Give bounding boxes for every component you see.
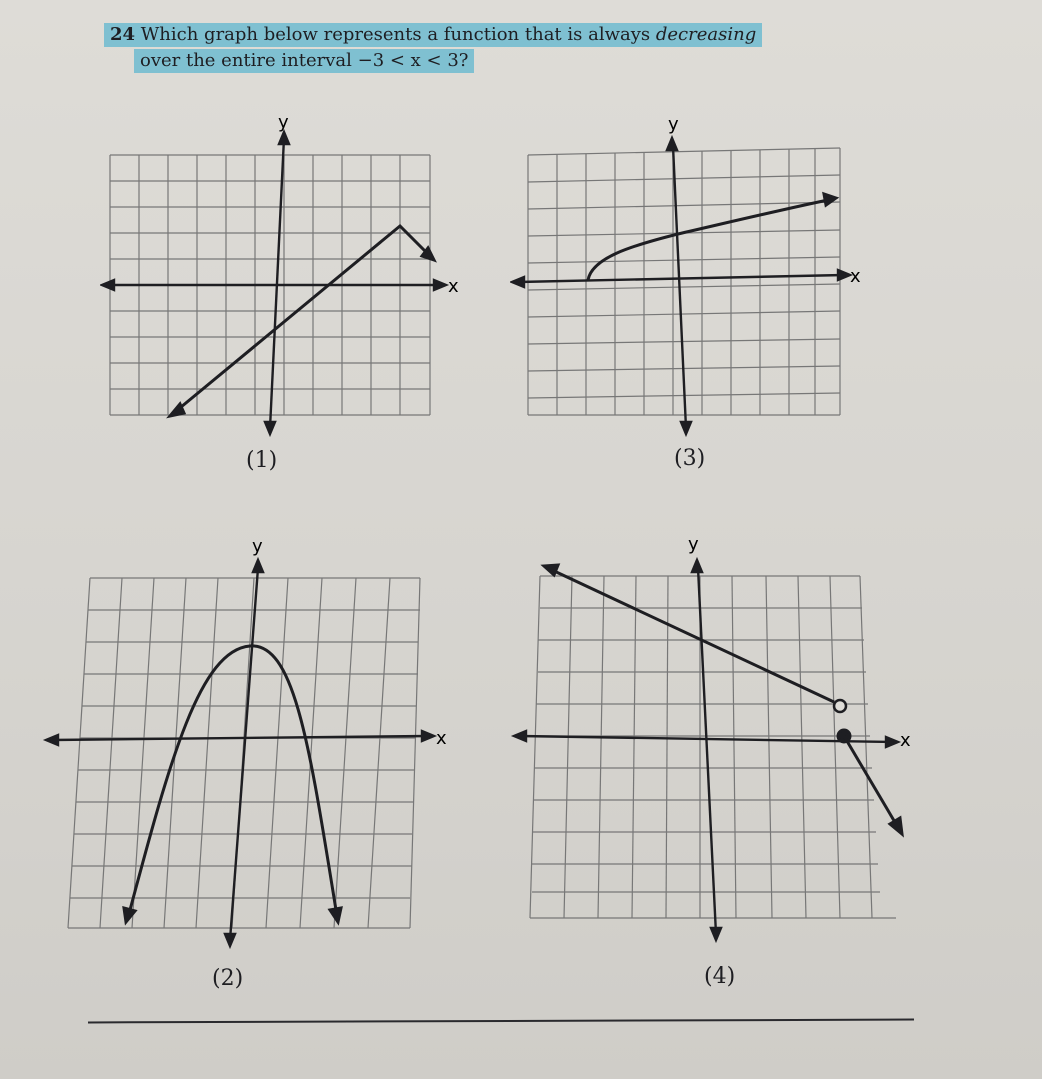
graph-4-caption: (4) [704, 964, 736, 989]
graph-2 [40, 530, 480, 960]
question-24 [104, 22, 894, 74]
y-axis-label-1: y [278, 112, 289, 133]
y-axis-label-4: y [688, 534, 699, 555]
question-line-1 [104, 22, 894, 48]
question-interval: over the entire interval −3 < x < 3? [134, 49, 474, 73]
question-text: Which graph below represents a function that is always [140, 24, 651, 45]
x-axis-label-4: x [900, 730, 911, 751]
axes-3 [512, 138, 850, 434]
x-axis-label-1: x [448, 276, 459, 297]
axes-2 [46, 560, 434, 946]
y-axis-label-3: y [668, 114, 679, 135]
answer-line [88, 1019, 914, 1024]
graph-1-caption: (1) [246, 448, 278, 473]
question-emphasis: decreasing [655, 24, 757, 45]
graph-3-caption: (3) [674, 446, 706, 471]
question-number: 24 [110, 24, 136, 45]
graph-4 [500, 530, 920, 960]
graph-2-caption: (2) [212, 966, 244, 991]
x-axis-label-3: x [850, 266, 861, 287]
graph-3 [510, 110, 870, 440]
y-axis-label-2: y [252, 536, 263, 557]
open-endpoint [834, 700, 846, 712]
graph-1 [100, 110, 480, 440]
curve-4 [544, 565, 902, 834]
question-line-2 [134, 48, 894, 74]
x-axis-label-2: x [436, 728, 447, 749]
curve-2 [124, 646, 341, 922]
curve-1 [170, 226, 434, 416]
